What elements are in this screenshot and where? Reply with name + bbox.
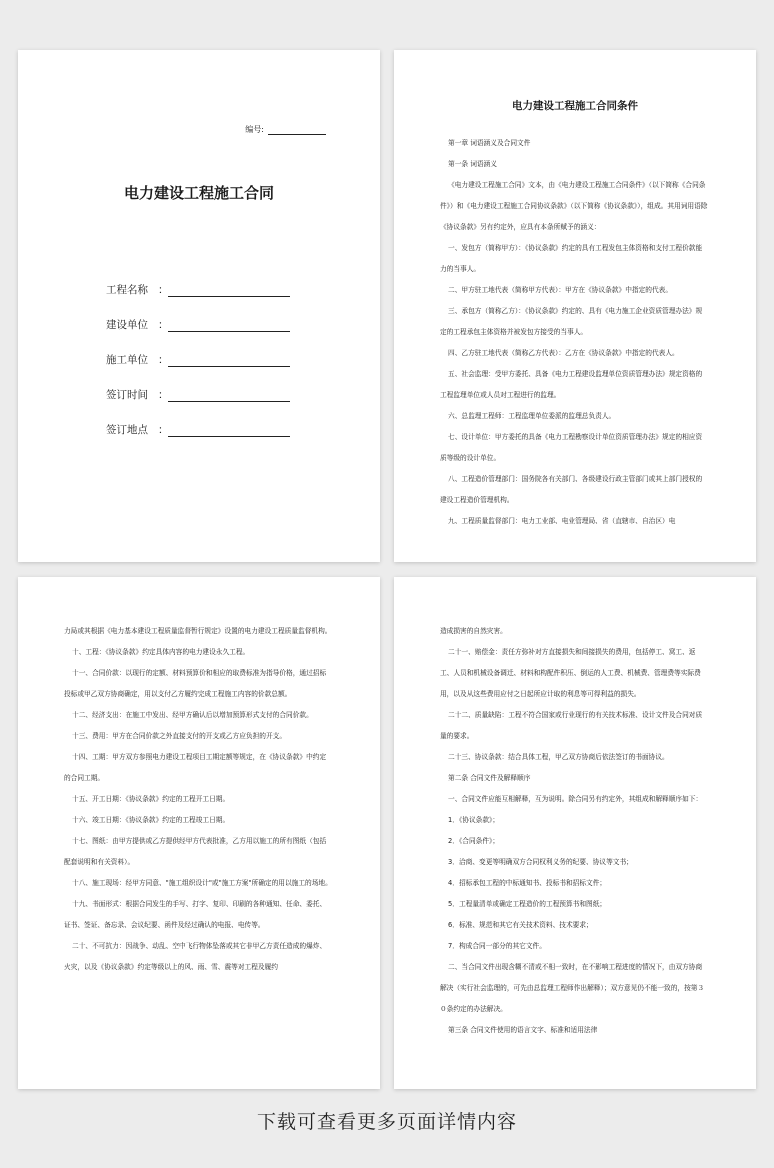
download-more-caption: 下载可查看更多页面详情内容: [256, 1111, 517, 1133]
list-item: 5．工程量清单或确定工程造价的工程预算书和图纸；: [448, 900, 607, 908]
paragraph: 八、工程造价管理部门：国务院各有关部门、各级建设行政主管部门或其上部门授权的建设工程造价管理机构。: [440, 475, 703, 504]
paragraph: 二十三、协议条款：结合具体工程，甲乙双方协商后依法签订的书面协议。: [448, 753, 669, 761]
field-blank: [168, 354, 290, 367]
paragraph: 九、工程质量监督部门：电力工业部、电业管理局、省（直辖市、自治区）电: [448, 517, 676, 525]
serial-number-blank: [268, 126, 326, 135]
paragraph: 二十、不可抗力：因战争、动乱、空中飞行物体坠落或其它非甲乙方责任造成的爆炸、火灾，以及《协议条款》约定等级以上的风、雨、雪、震等对工程及履约: [64, 942, 327, 971]
paragraph: 一、合同文件应能互相解释，互为说明。除合同另有约定外，其组成和解释顺序如下：: [448, 795, 703, 803]
paragraph: 二十一、赔偿金：责任方弥补对方直接损失和间接损失的费用，包括停工、窝工、返工、人员和机械设备调迁、材料和构配件积压、倒运的人工费、机械费、管理费等实际费用，以及从这些费用应付之日起所应计取的利息等可得利益的损失。: [440, 648, 701, 698]
paragraph: 十、工程：《协议条款》约定具体内容的电力建设永久工程。: [72, 648, 250, 656]
paragraph: 十二、经济支出：在施工中发出、经甲方确认后以增加预算形式支付的合同价款。: [72, 711, 313, 719]
paragraph: 二、当合同文件出现含糊不清或不相一致时，在不影响工程进度的情况下，由双方协商解决（实行社会监理的，可先由总监理工程师作出解释）；双方意见仍不能一致的，按第３０条约定的办法解决。: [440, 963, 705, 1013]
cover-fields: [106, 262, 290, 437]
paragraph: 七、设计单位：甲方委托的具备《电力工程勘察设计单位资质管理办法》规定的相应资质等级的设计单位。: [440, 433, 703, 462]
article-heading: 第三条 合同文件使用的语言文字、标准和适用法律: [448, 1026, 598, 1034]
field-sign-place: 签订地点 ：: [106, 402, 290, 437]
paragraph: 一、发包方（简称甲方）：《协议条款》约定的具有工程发包主体资格和支付工程价款能力的当事人。: [440, 244, 703, 273]
paragraph: 十三、费用：甲方在合同价款之外直接支付的开支或乙方应负担的开支。: [72, 732, 287, 740]
field-blank: [168, 389, 290, 402]
paragraph: 二十二、质量缺陷：工程不符合国家或行业现行的有关技术标准、设计文件及合同对质量的要求。: [440, 711, 703, 740]
paragraph: 十一、合同价款：以现行的定额、材料预算价和相应的取费标准为指导价格，通过招标投标或甲乙双方协商确定，用以支付乙方履约完成工程施工内容的价款总额。: [64, 669, 327, 698]
serial-number-field: [245, 124, 326, 135]
list-item: 7．构成合同一部分的其它文件。: [448, 942, 546, 950]
article-heading: 第二条 合同文件及解释顺序: [448, 774, 531, 782]
paragraph: 六、总监理工程师：工程监理单位委派的监理总负责人。: [448, 412, 616, 420]
paragraph: 力局或其根据《电力基本建设工程质量监督暂行规定》设置的电力建设工程质量监督机构。: [64, 627, 332, 635]
field-blank: [168, 284, 290, 297]
paragraph: 十六、竣工日期：《协议条款》约定的工程竣工日期。: [72, 816, 230, 824]
paragraph: 五、社会监理：受甲方委托、具备《电力工程建设监理单位资质管理办法》规定资格的工程监理单位或人员对工程进行的监理。: [440, 370, 703, 399]
paragraph: 三、承包方（简称乙方）：《协议条款》约定的、具有《电力施工企业资质管理办法》规定的工程承包主体资格并被发包方接受的当事人。: [440, 307, 703, 336]
field-blank: [168, 319, 290, 332]
cover-page: [18, 50, 380, 562]
article-heading: 第一条 词语涵义: [448, 160, 497, 168]
paragraph: 十五、开工日期：《协议条款》约定的工程开工日期。: [72, 795, 230, 803]
serial-number-label: 编号:: [245, 125, 264, 134]
paragraph: 《电力建设工程施工合同》文本，由《电力建设工程施工合同条件》（以下简称《合同条件》）和《电力建设工程施工合同协议条款》（以下简称《协议条款》），组成。其用词用语除《协议条款》另有约定外，应具有本条所赋予的涵义：: [440, 181, 708, 231]
chapter-heading: 第一章 词语涵义及合同文件: [448, 139, 531, 147]
list-item: 6．标准、规范和其它有关技术资料、技术要求；: [448, 921, 593, 929]
field-label: 建设单位: [106, 319, 148, 331]
field-label: 工程名称: [106, 284, 148, 296]
page-body: [18, 577, 380, 978]
field-label: 签订地点: [106, 424, 148, 436]
list-item: 3．洽商、变更等明确双方合同权利义务的纪要、协议等文书；: [448, 858, 633, 866]
field-label: 签订时间: [106, 389, 148, 401]
page-heading: 电力建设工程施工合同条件: [512, 100, 638, 112]
list-item: 1．《协议条款》；: [448, 816, 500, 824]
field-sign-date: 签订时间 ：: [106, 367, 290, 402]
contract-page-2: [394, 50, 756, 562]
paragraph: 四、乙方驻工地代表（简称乙方代表）：乙方在《协议条款》中指定的代表人。: [448, 349, 679, 357]
paragraph: 十四、工期：甲方双方参照电力建设工程项目工期定额等规定，在《协议条款》中约定的合同工期。: [64, 753, 327, 782]
list-item: 2．《合同条件》；: [448, 837, 500, 845]
field-label: 施工单位: [106, 354, 148, 366]
paragraph: 十九、书面形式：根据合同发生的手写、打字、复印、印刷的各种通知、任命、委托、证书、签证、备忘录、会议纪要、函件及经过确认的电报、电传等。: [64, 900, 327, 929]
contract-page-3: [18, 577, 380, 1089]
field-project-name: 工程名称 ：: [106, 262, 290, 297]
paragraph: 十八、施工现场：经甲方同意、"施工组织设计"或"施工方案"所确定的用以施工的场地。: [72, 879, 332, 887]
list-item: 4．招标承包工程的中标通知书、投标书和招标文件；: [448, 879, 607, 887]
field-client-unit: 建设单位 ：: [106, 297, 290, 332]
contract-page-4: [394, 577, 756, 1089]
field-contractor-unit: 施工单位 ：: [106, 332, 290, 367]
field-blank: [168, 424, 290, 437]
paragraph: 造成损害的自然灾害。: [440, 627, 507, 635]
paragraph: 二、甲方驻工地代表（简称甲方代表）：甲方在《协议条款》中指定的代表。: [448, 286, 673, 294]
cover-title: 电力建设工程施工合同: [123, 184, 274, 202]
page-body: [394, 133, 756, 532]
page-body: [394, 577, 756, 1041]
paragraph: 十七、图纸：由甲方提供或乙方提供经甲方代表批准，乙方用以施工的所有图纸（包括配套说明和有关资料）。: [64, 837, 327, 866]
